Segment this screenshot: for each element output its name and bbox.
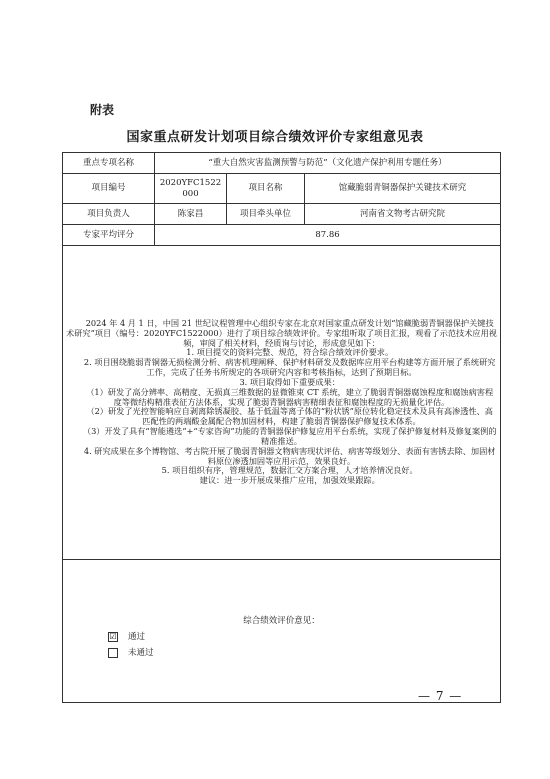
body-paragraph: （3）开发了具有“智能遴选”+“专家咨询”功能的青铜器保护修复应用平台系统，实现了保护修复材料及修复案例的精准推送。 [82, 426, 497, 446]
page-number: — 7 — [418, 689, 463, 703]
project-name-value: 馆藏脆弱青铜器保护关键技术研究 [305, 174, 501, 204]
score-label: 专家平均评分 [63, 225, 155, 246]
option-pass-label: 通过 [128, 631, 146, 642]
opinion-body [63, 246, 501, 560]
evaluation-form-table [62, 152, 501, 703]
body-paragraph: 1. 项目提交的资料完整、规范，符合综合绩效评价要求。 [186, 347, 394, 358]
lead-unit-label: 项目牵头单位 [227, 204, 305, 225]
body-paragraph: 建议：进一步开展成果推广应用，加强效果跟踪。 [199, 475, 380, 486]
leader-row [63, 204, 501, 225]
body-paragraph: 2. 项目围绕脆弱青铜器无损检测分析、病害机理阐释、保护材料研发及数据库应用平台构建等方面开展了系统研究工作，完成了任务书所规定的各项研究内容和考核指标，达到了预期目标。 [83, 357, 496, 378]
lead-unit-value: 河南省文物考古研究院 [305, 204, 501, 225]
special-project-label: 重点专项名称 [63, 153, 155, 174]
form-title: 国家重点研发计划项目综合绩效评价专家组意见表 [126, 130, 424, 145]
project-number-value: 2020YFC1522000 [155, 174, 227, 204]
body-paragraph: 4. 研究成果在多个博物馆、考古院开展了脆弱青铜器文物病害现状评估、病害等级划分、表面有害锈去除、加固材料原位渗透加固等应用示范，效果良好。 [83, 445, 496, 466]
body-paragraph: 5. 项目组织有序，管理规范，数据汇交方案合理，人才培养情况良好。 [161, 465, 418, 476]
body-paragraph: （1）研发了高分辨率、高精度、无损真三维数据的显微锥束 CT 系统，建立了脆弱青铜器腐蚀程度和腐蚀病害程度等微结构精准表征方法体系，实现了脆弱青铜器病害精细表征和腐蚀程度的无损量化评估。 [86, 386, 494, 407]
opinion-body-row [63, 246, 501, 560]
option-fail-label: 未通过 [128, 648, 154, 659]
project-number-label: 项目编号 [63, 174, 155, 204]
overall-opinion-cell [63, 560, 501, 703]
score-value: 87.86 [155, 225, 501, 246]
option-pass[interactable] [66, 632, 497, 642]
special-project-row [63, 153, 501, 174]
checkbox-empty-icon[interactable] [108, 648, 118, 658]
body-paragraph: （2）研发了光控智能响应自剥离除锈凝胶、基于低温等离子体的“粉状锈”原位转化稳定技术及具有高渗透性、高匹配性的两端酸金属配合物加固材料，构建了脆弱青铜器保护修复技术体系。 [86, 406, 493, 427]
option-fail[interactable] [66, 648, 497, 658]
overall-opinion-row [63, 560, 501, 703]
special-project-value: “重大自然灾害监测预警与防范”（文化遗产保护利用专题任务） [155, 153, 501, 174]
leader-value: 陈家昌 [155, 204, 227, 225]
body-paragraph: 2024 年 4 月 1 日，中国 21 世纪议程管理中心组织专家在北京对国家重点研发计划“馆藏脆弱青铜器保护关键技术研究”项目（编号：2020YFC1522000）进行了项目综合绩效评价。专家组听取了项目汇报，观看了示范技术应用视频，审阅了相关材料，经质询与讨论，形成意见如下： [66, 317, 497, 348]
project-number-row [63, 174, 501, 204]
project-name-label: 项目名称 [227, 174, 305, 204]
appendix-label: 附表 [90, 103, 115, 117]
leader-label: 项目负责人 [63, 204, 155, 225]
checkbox-checked-icon[interactable]: ☑ [109, 632, 117, 641]
score-row [63, 225, 501, 246]
overall-opinion-label: 综合绩效评价意见： [243, 615, 320, 626]
body-paragraph: 3. 项目取得如下重要成果： [239, 376, 340, 387]
